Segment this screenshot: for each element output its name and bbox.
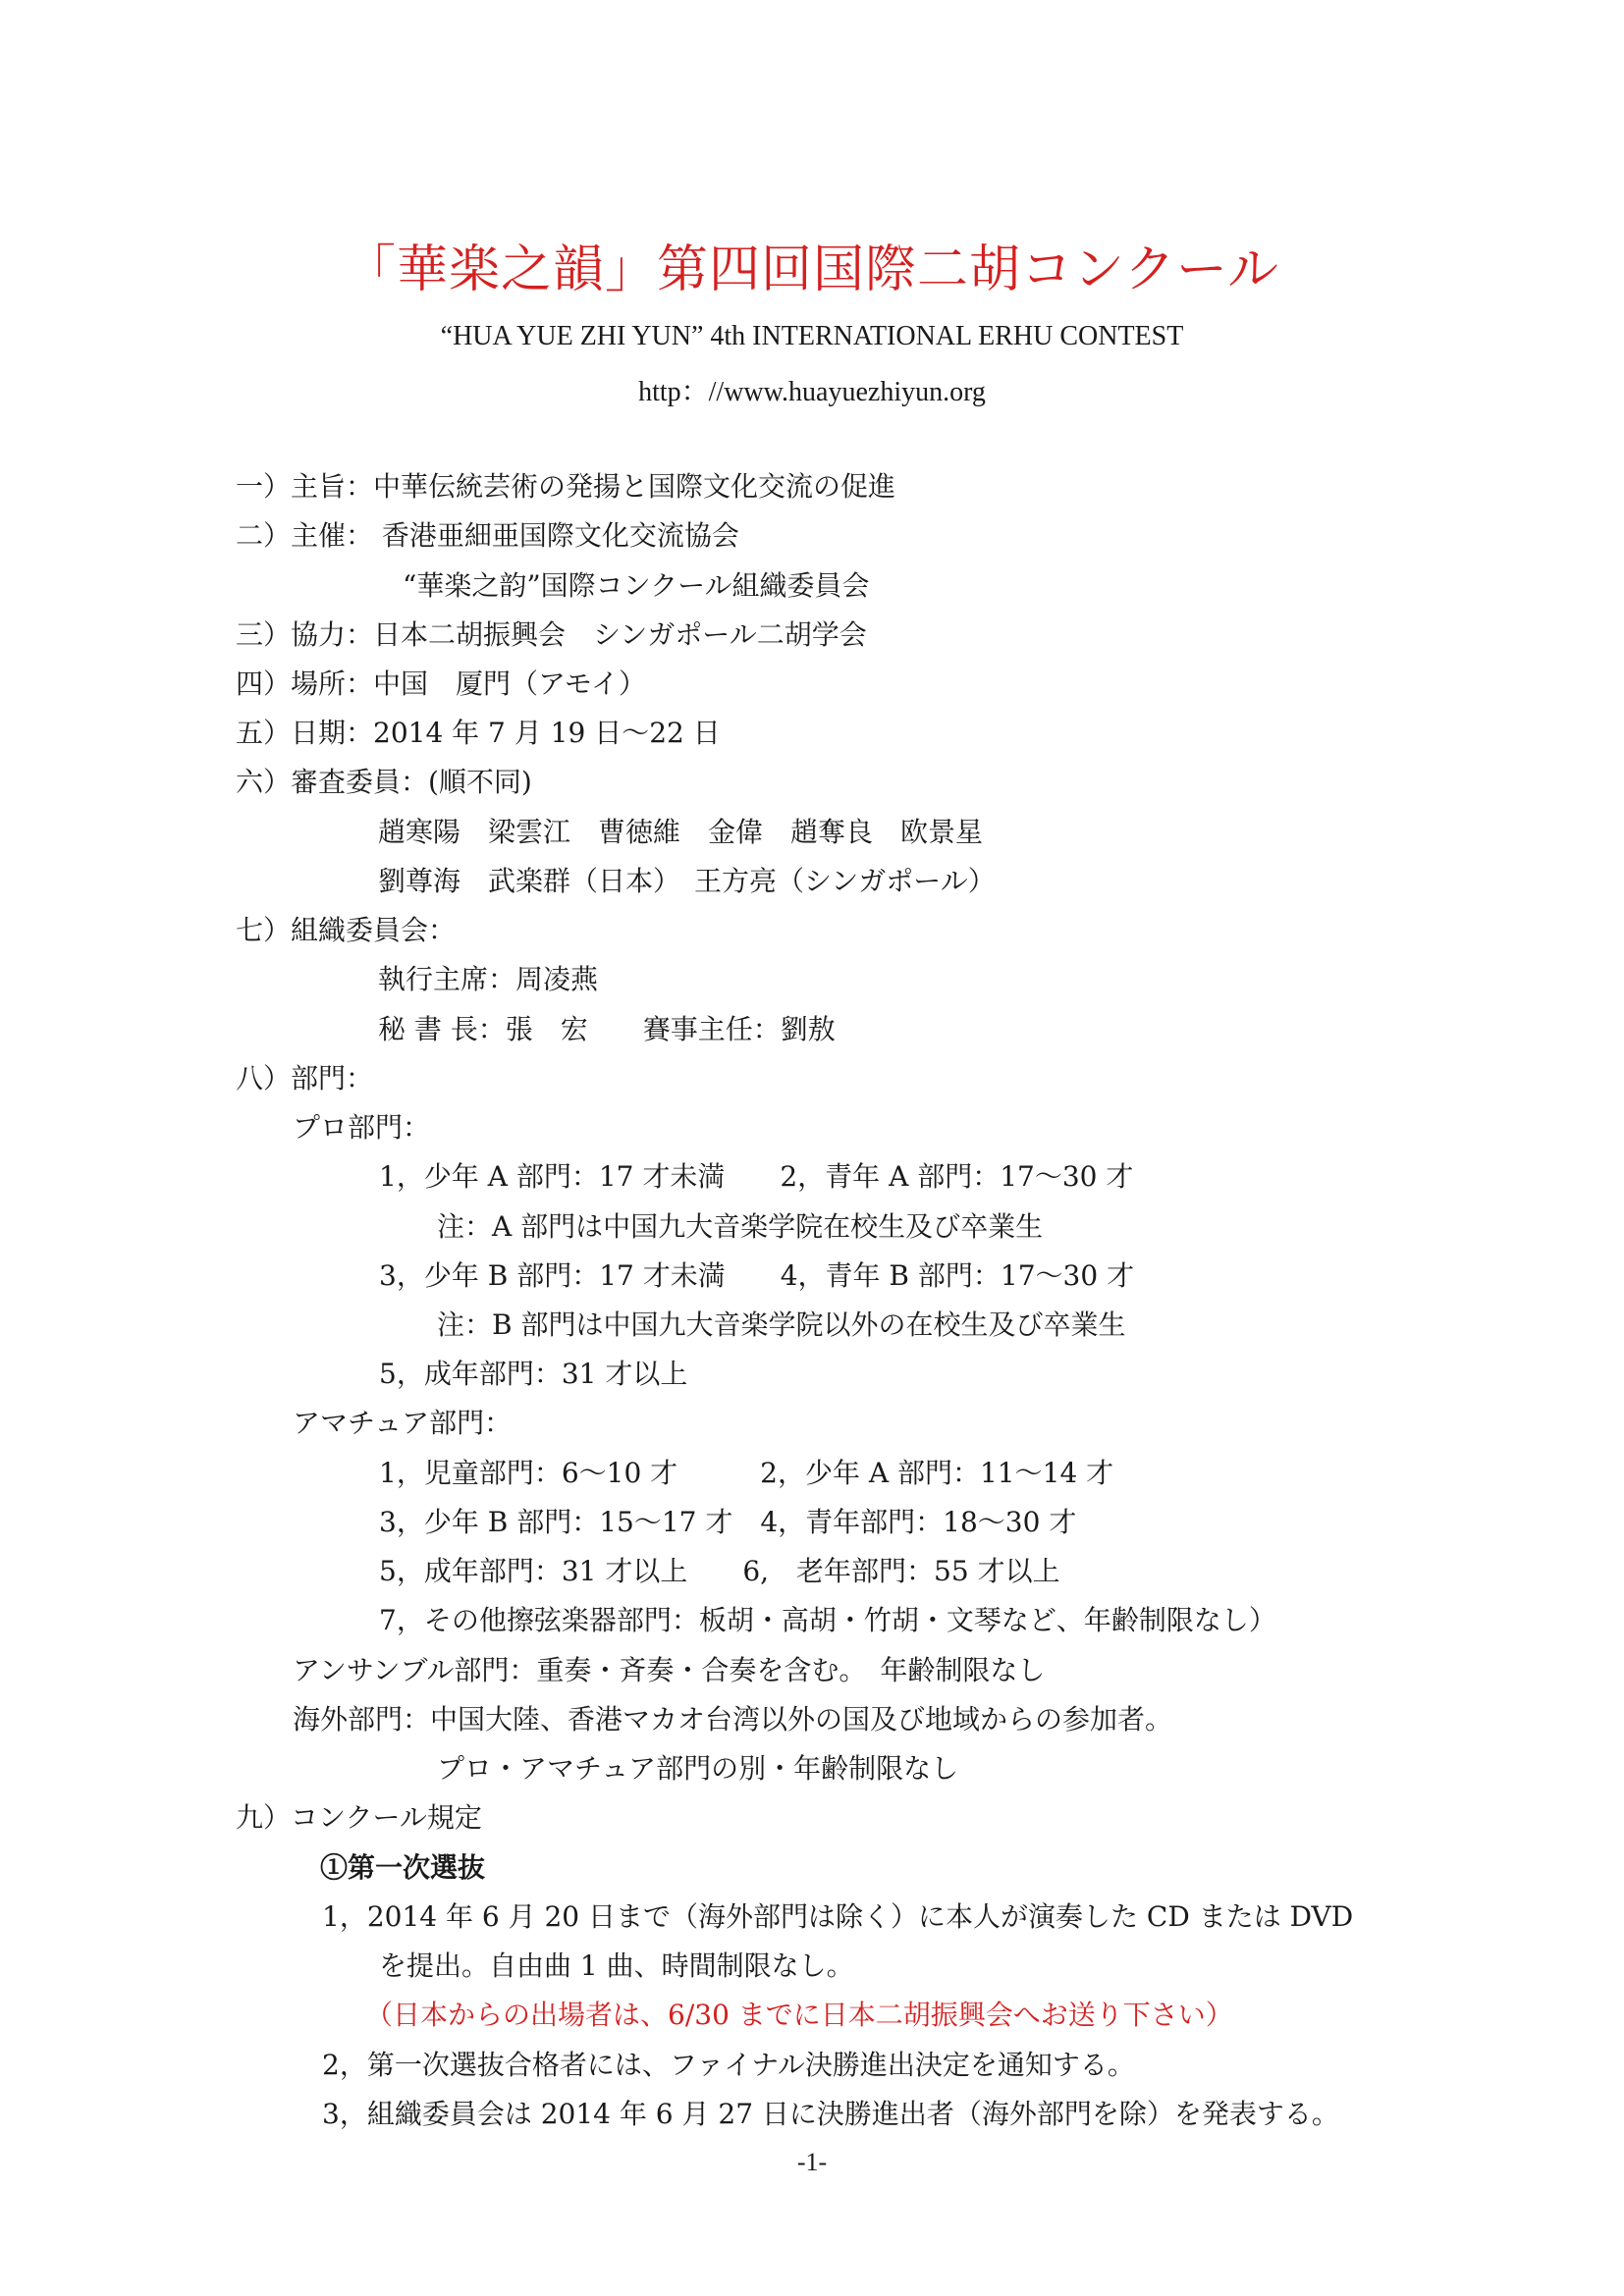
- website-url: http：//www.huayuezhiyun.org: [638, 377, 986, 407]
- document-title: 「華楽之韻」第四回国際二胡コンクール: [345, 240, 1279, 299]
- rule-1: 1，2014 年 6 月 20 日まで（海外部門は除く）に本人が演奏した CD または DVD: [322, 1900, 1354, 1933]
- section-4-venue: 四）場所：中国 厦門（アモイ）: [236, 667, 647, 700]
- section-7-committee: 七）組織委員会：: [236, 914, 457, 946]
- section-5-dates: 五）日期：2014 年 7 月 19 日～22 日: [236, 717, 721, 749]
- overseas-category-note: プロ・アマチュア部門の別・年齢制限なし: [437, 1752, 959, 1785]
- first-selection-heading: ①第一次選抜: [320, 1851, 486, 1884]
- amateur-category-row3: 5，成年部門：31 才以上 6, 老年部門：55 才以上: [379, 1555, 1060, 1587]
- rule-1-continued: を提出。自由曲 1 曲、時間制限なし。: [379, 1949, 854, 1982]
- section-2-organizer: 二）主催： 香港亜細亜国際文化交流協会: [236, 519, 739, 552]
- section-1-purpose: 一）主旨：中華伝統芸術の発揚と国際文化交流の促進: [236, 470, 896, 503]
- amateur-category-heading: アマチュア部門：: [293, 1407, 513, 1439]
- rule-3: 3，組織委員会は 2014 年 6 月 27 日に決勝進出者（海外部門を除）を発表する。: [322, 2098, 1339, 2130]
- section-9-rules: 九）コンクール規定: [236, 1801, 482, 1834]
- overseas-category: 海外部門：中国大陸、香港マカオ台湾以外の国及び地域からの参加者。: [293, 1703, 1173, 1735]
- section-6-judges: 六）審査委員：(順不同): [236, 766, 532, 798]
- pro-category-heading: プロ部門：: [293, 1111, 431, 1144]
- committee-secretary: 秘 書 長：張 宏 賽事主任：劉敖: [378, 1013, 836, 1045]
- rule-2: 2，第一次選抜合格者には、ファイナル決勝進出決定を通知する。: [322, 2049, 1135, 2081]
- section-3-cooperation: 三）協力：日本二胡振興会 シンガポール二胡学会: [236, 618, 867, 651]
- pro-category-row1: 1，少年 A 部門：17 才未満 2，青年 A 部門：17～30 才: [379, 1160, 1134, 1193]
- pro-category-note-b: 注：B 部門は中国九大音楽学院以外の在校生及び卒業生: [437, 1308, 1126, 1341]
- pro-category-note-a: 注：A 部門は中国九大音楽学院在校生及び卒業生: [437, 1210, 1044, 1243]
- section-2-organizer-line2: “華楽之韵”国際コンクール組織委員会: [403, 569, 870, 602]
- section-8-categories: 八）部門：: [236, 1062, 374, 1095]
- pro-category-row3: 5，成年部門：31 才以上: [379, 1358, 688, 1390]
- judges-line1: 趙寒陽 梁雲江 曹徳維 金偉 趙奪良 欧景星: [378, 816, 984, 848]
- document-subtitle: “HUA YUE ZHI YUN” 4th INTERNATIONAL ERHU CONTEST: [440, 321, 1184, 351]
- judges-line2: 劉尊海 武楽群（日本） 王方亮（シンガポール）: [378, 865, 996, 897]
- japan-participants-note: （日本からの出場者は、6/30 までに日本二胡振興会へお送り下さい）: [365, 1999, 1233, 2031]
- amateur-category-row4: 7，その他擦弦楽器部門：板胡・高胡・竹胡・文琴など、年齢制限なし）: [379, 1604, 1276, 1636]
- ensemble-category: アンサンブル部門：重奏・斉奏・合奏を含む。 年齢制限なし: [293, 1654, 1046, 1686]
- amateur-category-row1: 1，児童部門：6～10 才 2，少年 A 部門：11～14 才: [379, 1457, 1114, 1489]
- page-number: -1-: [796, 2148, 828, 2176]
- committee-chair: 執行主席：周凌燕: [378, 963, 599, 995]
- amateur-category-row2: 3，少年 B 部門：15～17 才 4，青年部門：18～30 才: [379, 1506, 1077, 1538]
- pro-category-row2: 3，少年 B 部門：17 才未満 4，青年 B 部門：17～30 才: [379, 1259, 1135, 1292]
